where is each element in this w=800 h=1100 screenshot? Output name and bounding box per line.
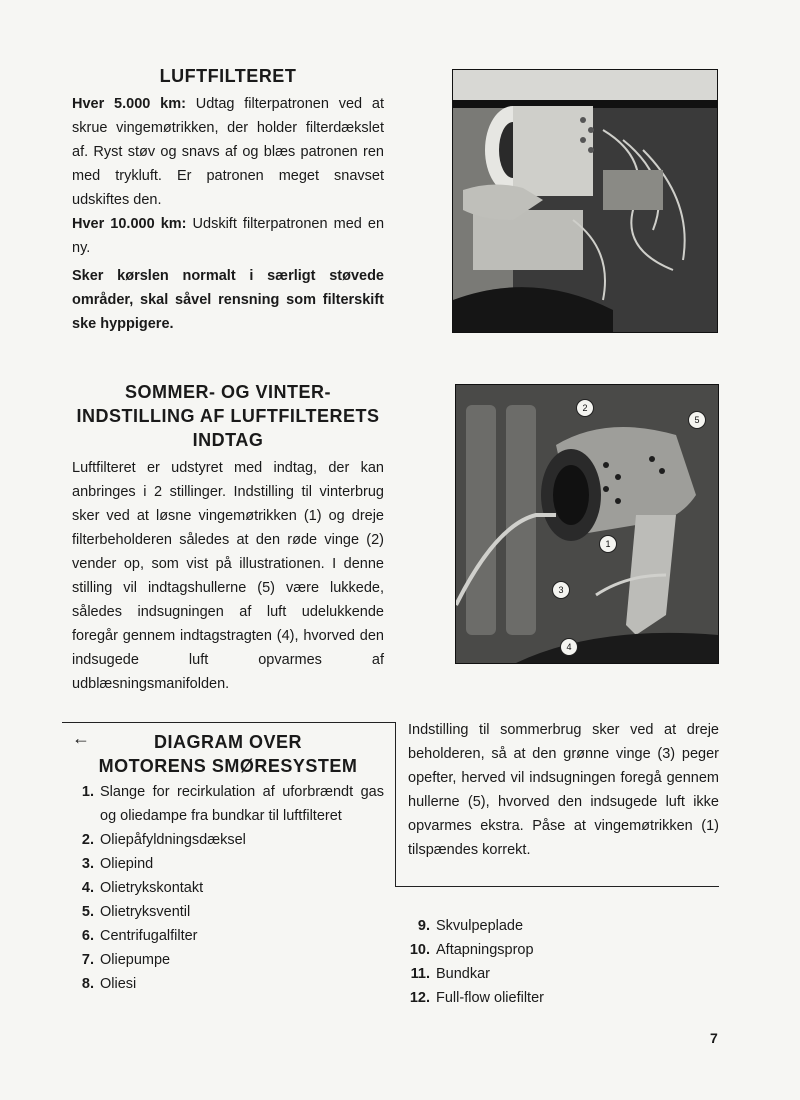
item-text: Slange for recirkulation af uforbrændt gas og oliedampe fra bundkar til luftfilteret [100,784,384,824]
section-luftfilteret [72,64,384,336]
list-item [66,924,384,948]
diagram-legend-left [66,780,384,996]
item-text: Oliesi [100,976,137,992]
paragraph: Indstilling til sommerbrug sker ved at dreje beholderen, så at den grønne vinge (3) peger opefter, herved vil indsugningen foregå gennem hullerne (5), hvorved den indsugede luft ikke opvarmes ekstra. Påse at vingemøtrikken (1) tilspændes korrekt. [408,722,719,858]
warning-text: Sker kørslen normalt i særligt støvede områder, skal såvel rensning som filterskift ske hyppigere. [72,268,384,332]
callout-3: 3 [552,581,570,599]
interval-label: Hver 10.000 km: [72,216,187,232]
paragraph [72,92,384,212]
item-text: Olietryksventil [100,904,191,920]
diagram-box-top-rule [62,722,396,723]
list-item [66,852,384,876]
callout-4: 4 [560,638,578,656]
air-filter-photo-illustration [453,70,717,332]
item-number: 7. [81,952,94,968]
list-item [402,914,720,938]
item-number: 1. [81,784,94,800]
summer-setting-text-block [408,718,719,862]
item-number: 11. [410,966,430,982]
list-item [66,876,384,900]
item-number: 3. [81,856,94,872]
air-intake-photo-illustration [456,385,718,663]
item-number: 10. [409,942,430,958]
diagram-title-line: MOTORENS SMØRESYSTEM [98,756,358,776]
item-number: 2. [81,832,94,848]
paragraph [72,212,384,260]
paragraph-text: Udskift filterpatronen med en ny. [72,216,385,256]
section-title: LUFTFILTERET [159,66,297,86]
item-number: 8. [81,976,94,992]
list-item [402,962,720,986]
list-item [66,948,384,972]
list-item [66,900,384,924]
diagram-box-bottom-rule [395,886,719,887]
diagram-legend-right [402,914,720,1010]
item-text: Skvulpeplade [436,918,524,934]
diagram-arrow: ← [72,728,90,748]
item-number: 12. [409,990,430,1006]
list-item [66,780,384,828]
list-item [402,938,720,962]
paragraph-text: Udtag filterpatronen ved at skrue vingemøtrikken, der holder filterdækslet af. Ryst støv og snavs af og blæs patronen ren med trykluft. Er patronen meget snavset udskiftes den. [72,96,385,208]
item-text: Oliepind [100,856,154,872]
item-number: 4. [81,880,94,896]
item-text: Oliepumpe [100,952,171,968]
item-text: Bundkar [436,966,491,982]
item-number: 9. [417,918,430,934]
item-text: Olietrykskontakt [100,880,204,896]
item-text: Full-flow oliefilter [436,990,544,1006]
diagram-title-line: DIAGRAM OVER [153,732,302,752]
air-intake-photo [455,384,719,664]
item-text: Oliepåfyldningsdæksel [100,832,246,848]
section-title-line: INDTAG [192,430,264,450]
item-number: 6. [81,928,94,944]
air-filter-photo [452,69,718,333]
diagram-box-right-rule [395,722,396,886]
warning-paragraph [72,264,384,336]
page-number: 7 [710,1030,718,1046]
item-text: Centrifugalfilter [100,928,198,944]
callout-1: 1 [599,535,617,553]
section-title-line: SOMMER- OG VINTER- [125,382,331,402]
list-item [402,986,720,1010]
diagram-title [72,730,384,778]
item-number: 5. [81,904,94,920]
list-item [66,972,384,996]
callout-5: 5 [688,411,706,429]
item-text: Aftapningsprop [436,942,534,958]
section-summer-winter [72,380,384,696]
callout-2: 2 [576,399,594,417]
list-item [66,828,384,852]
interval-label: Hver 5.000 km: [72,96,186,112]
paragraph: Luftfilteret er udstyret med indtag, der kan anbringes i 2 stillinger. Indstilling til vinterbrug sker ved at løsne vingemøtrikken (1) og dreje filterbeholderen således at den røde vinge (2) vender op, som vist på illustrationen. I denne stilling vil indtagshullerne (5) være lukkede, således indsugningen af luft udelukkende foregår gennem indtagstragten (4), hvorved den indsugede luft opvarmes af udblæsningsmanifolden. [72,460,384,692]
section-title-line: INDSTILLING AF LUFTFILTERETS [76,406,380,426]
